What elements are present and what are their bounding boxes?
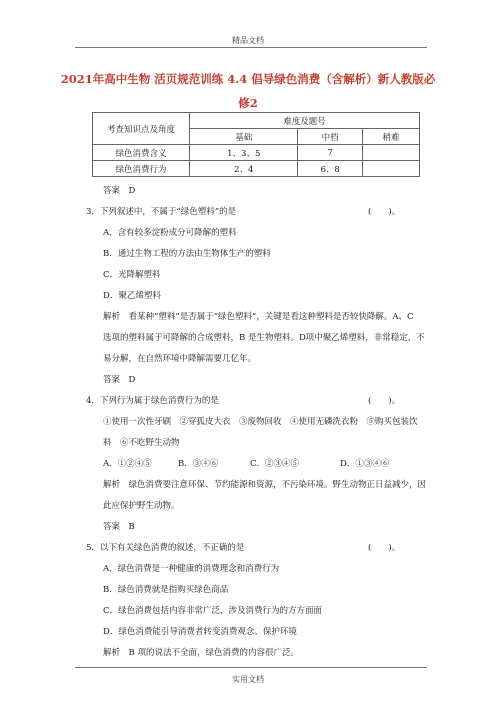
- q4-option-d: D．①③④⑥: [340, 459, 390, 469]
- q3-answer: 答案 D: [103, 375, 136, 385]
- table-cell-hard: [362, 145, 419, 161]
- q4-explanation-line: 解析 绿色消费要注意环保、节约能源和资源，不污染环境。野生动物正日益减少，因: [103, 480, 427, 490]
- table-header-difficulty: 难度及题号: [190, 113, 420, 129]
- knowledge-table: [92, 112, 420, 177]
- q3-explanation-line: 易分解，在自然环境中降解需要几亿年。: [103, 354, 257, 364]
- q5-option-b: B．绿色消费就是指购买绿色商品: [103, 585, 229, 595]
- q3-option-b: B．通过生物工程的方法由生物体生产的塑料: [103, 249, 271, 259]
- table-cell-topic: 绿色消费行为: [93, 161, 190, 177]
- table-header-topic: 考查知识点及角度: [93, 113, 190, 145]
- table-header-medium: 中档: [298, 129, 362, 145]
- page-header: 精品文档: [232, 36, 264, 45]
- q4-items-line: ①使用一次性牙刷 ②穿狐皮大衣 ③废物回收 ④使用无磷洗衣粉 ⑤购买包装饮: [103, 417, 418, 427]
- footer-rule: [75, 667, 427, 668]
- table-cell-topic: 绿色消费含义: [93, 145, 190, 161]
- q4-blank: ( )。: [368, 396, 401, 406]
- q3-option-a: A．含有较多淀粉成分可降解的塑料: [103, 228, 237, 238]
- q3-stem: 3．下列叙述中，不属于“绿色塑料”的是: [86, 207, 237, 217]
- table-cell-medium: 6、8: [298, 161, 362, 177]
- q5-option-d: D．绿色消费能引导消费者转变消费观念、保护环境: [103, 627, 297, 637]
- q4-option-c: C．②③④⑤: [250, 459, 300, 469]
- table-cell-basic: 2、4: [190, 161, 298, 177]
- table-row: [93, 145, 420, 161]
- q3-blank: ( )。: [368, 207, 401, 217]
- q3-option-d: D．聚乙烯塑料: [103, 291, 161, 301]
- table-cell-basic: 1、3、5: [190, 145, 298, 161]
- q3-option-c: C．光降解塑料: [103, 270, 161, 280]
- document-title: 2021年高中生物 活页规范训练 4.4 倡导绿色消费（含解析）新人教版必: [60, 72, 436, 86]
- answer-prev: 答案 D: [103, 186, 136, 196]
- table-header-basic: 基础: [190, 129, 298, 145]
- document-title-continued: 修2: [238, 96, 258, 110]
- q4-items-line: 料 ⑥不吃野生动物: [103, 438, 180, 448]
- table-row: [93, 161, 420, 177]
- header-rule: [75, 47, 427, 48]
- q5-option-c: C．绿色消费包括内容非常广泛，涉及消费行为的方方面面: [103, 606, 323, 616]
- q4-stem: 4．下列行为属于绿色消费行为的是: [86, 396, 219, 406]
- q3-explanation-line: 解析 看某种“塑料”是否属于“绿色塑料”，关键是看这种塑料是否较快降解。A、C: [103, 312, 414, 322]
- q5-explanation-line: 解析 B 项的说法不全面，绿色消费的内容很广泛。: [103, 648, 299, 658]
- q5-option-a: A．绿色消费是一种健康的消费理念和消费行为: [103, 564, 280, 574]
- q3-explanation-line: 选项的塑料属于可降解的合成塑料，B 是生物塑料。D项中聚乙烯塑料，非常稳定，不: [103, 333, 425, 343]
- page-footer: 实用文档: [232, 675, 264, 684]
- q5-stem: 5．以下有关绿色消费的叙述，不正确的是: [86, 543, 245, 553]
- q4-option-a: A．①②④⑤: [103, 459, 152, 469]
- q4-explanation-line: 此应保护野生动物。: [103, 501, 180, 511]
- table-cell-hard: [362, 161, 419, 177]
- q4-option-b: B．③④⑥: [178, 459, 219, 469]
- table-header-hard: 稍难: [362, 129, 419, 145]
- table-cell-medium: 7: [298, 145, 362, 161]
- q5-blank: ( )。: [368, 543, 401, 553]
- q4-answer: 答案 B: [103, 522, 135, 532]
